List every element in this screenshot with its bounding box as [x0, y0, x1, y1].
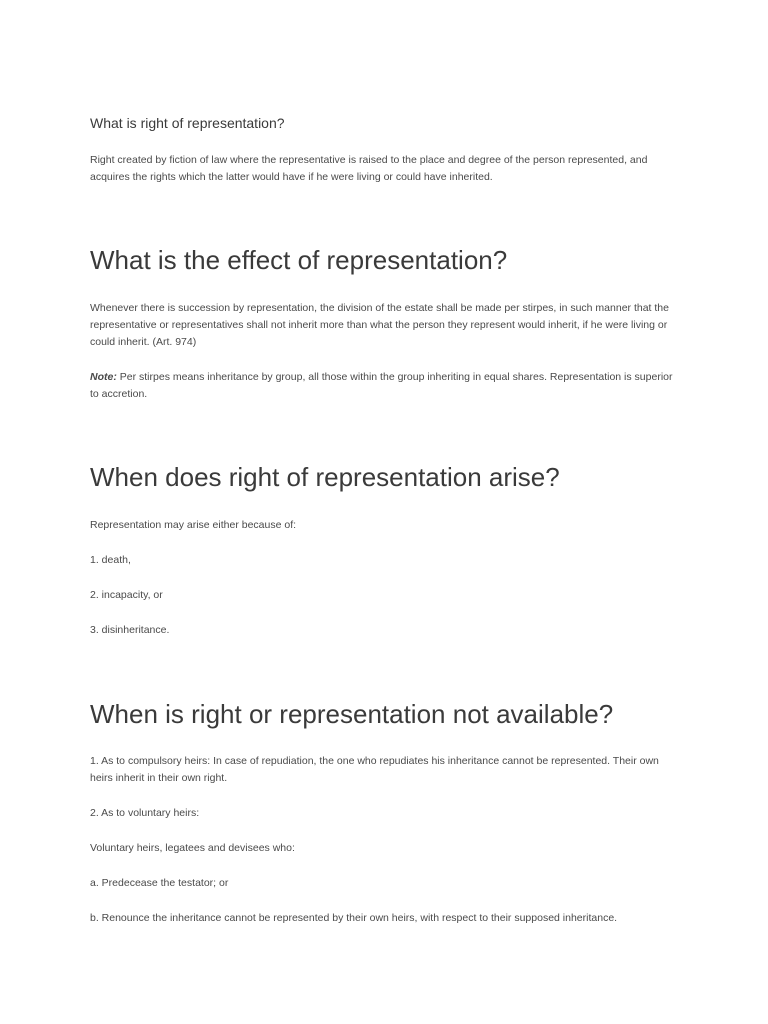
- list-item: 2. incapacity, or: [90, 589, 163, 601]
- note-text: Per stirpes means inheritance by group, all those within the group inheriting in equal shares. Representation is superior to accretion.: [90, 371, 673, 400]
- section-heading-when-representation-arises: When does right of representation arise?: [90, 462, 560, 492]
- paragraph-voluntary-heirs-who: Voluntary heirs, legatees and devisees who:: [90, 842, 295, 854]
- answer-right-of-representation: Right created by fiction of law where the representative is raised to the place and degree of the person represented, and acquires the rights which the latter would have if he were living or could have inherited.: [90, 154, 648, 183]
- intro-representation-arises: Representation may arise either because of:: [90, 519, 297, 531]
- list-item: 1. death,: [90, 554, 131, 566]
- paragraph-compulsory-heirs: 1. As to compulsory heirs: In case of repudiation, the one who repudiates his inheritance cannot be represented. Their own heirs inherit in their own right.: [90, 755, 659, 784]
- list-item: 3. disinheritance.: [90, 624, 170, 636]
- note-label: Note:: [90, 371, 117, 383]
- paragraph-voluntary-heirs: 2. As to voluntary heirs:: [90, 807, 200, 819]
- paragraph-predecease: a. Predecease the testator; or: [90, 877, 229, 889]
- paragraph-renounce: b. Renounce the inheritance cannot be represented by their own heirs, with respect to their supposed inheritance.: [90, 912, 618, 924]
- section-heading-representation-not-available: When is right or representation not available?: [90, 699, 614, 729]
- note-paragraph: [90, 369, 675, 403]
- answer-effect-of-representation: Whenever there is succession by representation, the division of the estate shall be made per stirpes, in such manner that the representative or representatives shall not inherit more than what the person they represent would inherit, if he were living or could inherit. (Art. 974): [90, 302, 669, 348]
- section-heading-effect-of-representation: What is the effect of representation?: [90, 245, 508, 275]
- question-heading-right-of-representation: What is right of representation?: [90, 115, 285, 131]
